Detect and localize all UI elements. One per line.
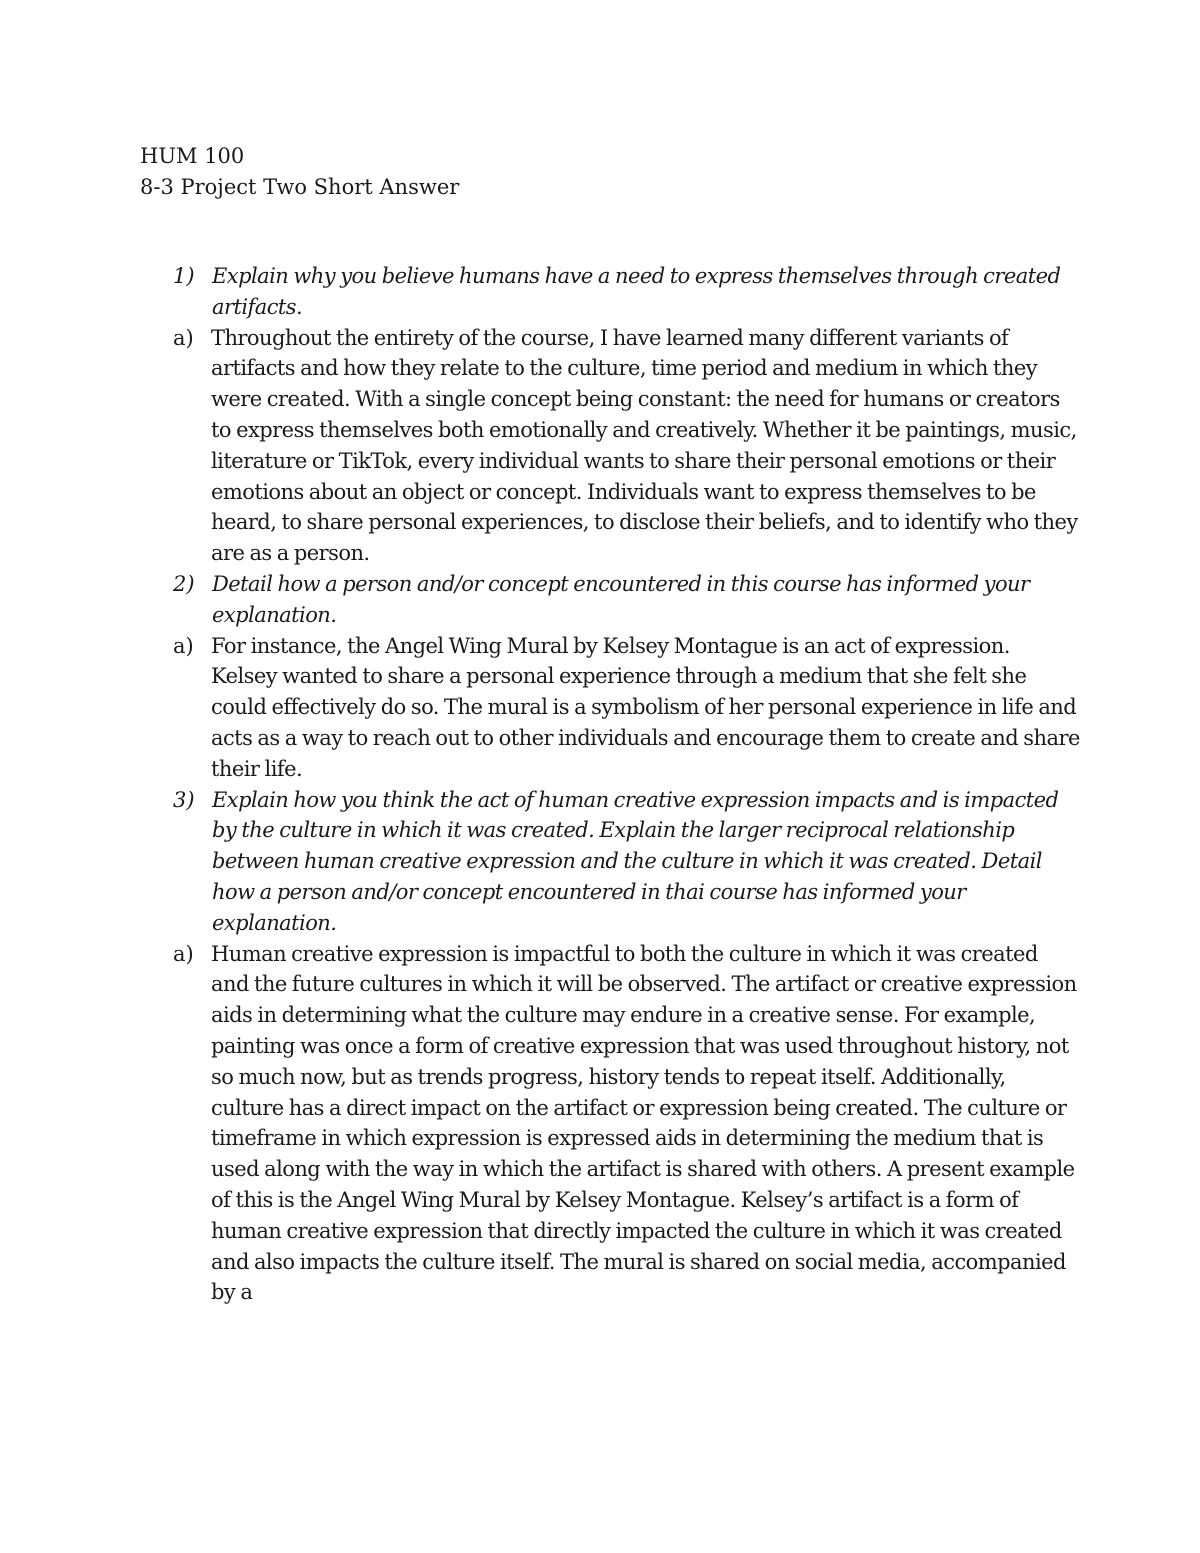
answer-2	[140, 631, 1080, 785]
answer-marker: a)	[173, 325, 194, 350]
answer-marker: a)	[173, 941, 194, 966]
question-2	[140, 569, 1080, 631]
question-number: 2)	[173, 571, 195, 596]
course-code: HUM 100	[140, 144, 245, 168]
question-number: 3)	[173, 787, 195, 812]
answer-text: Human creative expression is impactful to both the culture in which it was created and the future cultures in which it will be observed. The artifact or creative expression aids in determining what the culture may endure in a creative sense. For example, painting was once a form of creative expression that was used throughout history, not so much now, but as trends progress, history tends to repeat itself. Additionally, culture has a direct impact on the artifact or expression being created. The culture or timeframe in which expression is expressed aids in determining the medium that is used along with the way in which the artifact is shared with others. A present example of this is the Angel Wing Mural by Kelsey Montague. Kelsey’s artifact is a form of human creative expression that directly impacted the culture in which it was created and also impacts the culture itself. The mural is shared on social media, accompanied by a	[211, 941, 1077, 1305]
question-text: Detail how a person and/or concept encountered in this course has informed your explanation.	[212, 571, 1030, 627]
answer-3	[140, 939, 1080, 1309]
question-number: 1)	[173, 264, 195, 288]
question-3	[140, 785, 1080, 939]
answer-text: For instance, the Angel Wing Mural by Kelsey Montague is an act of expression. Kelsey wanted to share a personal experience through a medium that she felt she could effectively do so. The mural is a symbolism of her personal experience in life and acts as a way to reach out to other individuals and encourage them to create and share their life.	[211, 633, 1080, 781]
answer-marker: a)	[173, 633, 194, 658]
document-header	[140, 141, 459, 203]
answer-1	[140, 323, 1080, 569]
question-1	[140, 261, 1080, 323]
answer-text: Throughout the entirety of the course, I have learned many different variants of artifacts and how they relate to the culture, time period and medium in which they were created. With a single concept being constant: the need for humans or creators to express themselves both emotionally and creatively. Whether it be paintings, music, literature or TikTok, every individual wants to share their personal emotions or their emotions about an object or concept. Individuals want to express themselves to be heard, to share personal experiences, to disclose their beliefs, and to identify who they are as a person.	[211, 325, 1078, 566]
assignment-title: 8-3 Project Two Short Answer	[140, 175, 460, 199]
question-list	[140, 261, 1080, 1308]
question-text: Explain how you think the act of human creative expression impacts and is impacted by the culture in which it was created. Explain the larger reciprocal relationship between human creative expression and the culture in which it was created. Detail how a person and/or concept encountered in thai course has informed your explanation.	[212, 787, 1059, 935]
question-text: Explain why you believe humans have a need to express themselves through created artifacts.	[212, 264, 1061, 319]
